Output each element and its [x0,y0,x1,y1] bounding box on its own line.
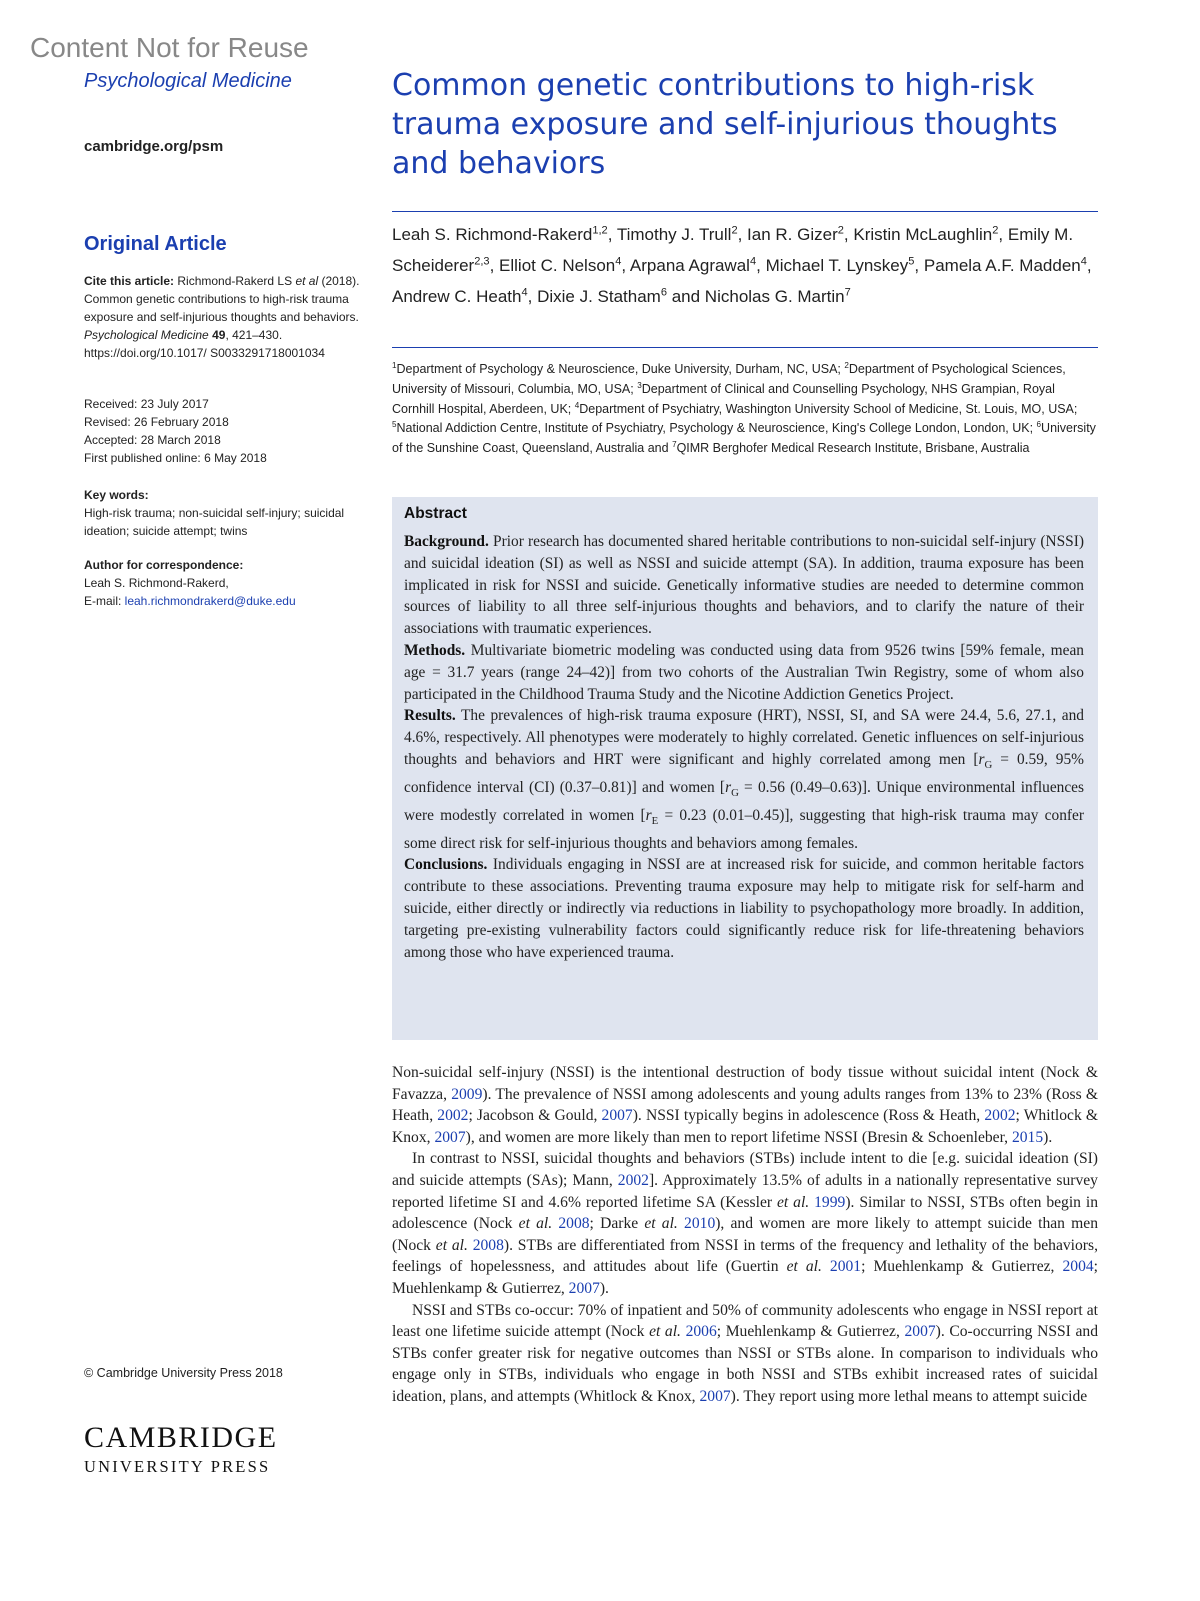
title-divider [392,211,1098,212]
correspondence-label: Author for correspondence: [84,558,244,572]
results-text: The prevalences of high-risk trauma exposure (HRT), NSSI, SI, and SA were 24.4, 5.6, 27.1, and 4.6%, respectively. All phenotypes were moderately to highly correlated. Genetic influences on self-injurious thoughts and behaviors and HRT were significant and highly correlated among men [$r_G = 0.59$, 95% confidence interval (CI) (0.37–0.81)] and women [$r_G = 0.56$ (0.49–0.63)]. Unique environmental influences were modestly correlated in women [$r_E = 0.23$ (0.01–0.45)], suggesting that high-risk trauma may confer some direct risk for self-injurious thoughts and behaviors among females. [404,707,1084,852]
logo-line-2: UNIVERSITY PRESS [84,1457,271,1476]
cambridge-logo [84,1422,278,1477]
citation-year-link[interactable]: 2002 [617,1171,649,1189]
email-link[interactable]: leah.richmondrakerd@duke.edu [124,594,296,608]
background-label: Background. [404,533,489,550]
affiliation-sup: 3 [637,380,642,390]
abstract-methods [404,640,1084,705]
author-affiliation-sup: 2 [837,224,844,237]
text-run: Non-suicidal self-injury (NSSI) is the intentional destruction of body tissue without suicidal intent (Nock & Favazza, [392,1064,1098,1103]
methods-text: Multivariate biometric modeling was conducted using data from 9526 twins [59% female, mean age = 31.7 years (range 24–42)] from two cohorts of the Australian Twin Registry, some of whom also participated in the Childhood Trauma Study and the Nicotine Addiction Genetics Project. [404,641,1084,703]
affiliation-text: Department of Clinical and Counselling Psychology, NHS Grampian, Royal Cornhill Hospital, Aberdeen, UK; [392,381,1055,416]
citation-etal: et al [295,274,319,288]
abstract-results [404,705,1084,854]
text-run: ). [1043,1128,1053,1146]
author-name: Pamela A.F. Madden [923,256,1081,275]
body-text [392,1062,1098,1408]
text-run: ). The prevalence of NSSI among adolescents and young adults ranges from 13% to 23% (Ross & Heath, [392,1085,1098,1125]
citation-year-link[interactable]: 2008 [558,1215,590,1233]
text-run: ; Muehlenkamp & Gutierrez, [861,1258,1063,1276]
author-affiliation-sup: 7 [844,286,851,299]
text-run: ; Darke [589,1215,645,1233]
affiliation-sup: 2 [844,360,849,370]
author-affiliation-sup: 4 [1080,255,1087,268]
text-run: ; Whitlock & Knox, [392,1107,1099,1146]
text-run: ; Muehlenkamp & Gutierrez, [716,1323,905,1341]
citation-block [84,272,374,362]
citation-text: (2018). Common genetic contributions to high-risk trauma exposure and self-injurious thoughts and behaviors. [84,274,360,324]
citation-year-link[interactable]: 2007 [699,1387,731,1405]
author-list: Leah S. Richmond-Rakerd$^{1,2}$, Timothy J. Trull$^2$, Ian R. Gizer$^2$, Kristin McLaughlin$^2$, Emily M. Scheiderer$^{2,3}$, Elliot C. Nelson$^4$, Arpana Agrawal$^4$, Michael T. Lynskey$^5$, Pamela A.F. Madden$^4$, Andrew C. Heath$^4$, Dixie J. Statham$^6$ and Nicholas G. Martin$^7$ [392,224,1092,306]
citation-year-link[interactable]: 2004 [1062,1258,1094,1276]
citation-text: Richmond-Rakerd LS [177,274,296,288]
watermark: Content Not for Reuse [30,32,309,63]
etal-text: et al. [435,1236,468,1254]
affiliation-sup: 4 [574,400,580,410]
affiliation-sup: 6 [1036,420,1042,430]
abstract-background [404,531,1084,640]
citation-label: Cite this article: [84,274,175,288]
background-text: Prior research has documented shared heritable contributions to non-suicidal self-injury (NSSI) and suicidal ideation (SI) as well as NSSI and suicide attempt (SA). In addition, trauma exposure has been implicated in risk for NSSI and suicide. Genetically informative studies are needed to determine common sources of liability to all three self-injurious thoughts and behaviors, and to clarify the nature of their associations with traumatic experiences. [404,533,1084,638]
etal-text: et al. [649,1323,681,1341]
author-affiliation-sup: 5 [908,255,915,268]
article-type: Original Article [84,233,227,255]
author-name: Leah S. Richmond-Rakerd [392,225,593,244]
journal-url[interactable]: cambridge.org/psm [84,138,224,155]
author-affiliation-sup: 2 [992,224,999,237]
citation-year-link[interactable]: 2008 [472,1236,504,1254]
journal-name: Psychological Medicine [84,70,292,92]
affiliation-text: Department of Psychological Sciences, University of Missouri, Columbia, MO, USA; [392,362,1066,396]
author-name: Emily M. Scheiderer [392,225,1074,275]
text-run: ). STBs are differentiated from NSSI in terms of the frequency and lethality of the behaviors, feelings of hopelessness, and attitudes about life (Guertin [392,1236,1098,1276]
etal-text: et al. [786,1258,822,1276]
author-name: Ian R. Gizer [747,225,838,244]
body-paragraph-3 [392,1300,1098,1408]
citation-year-link[interactable]: 2002 [984,1107,1016,1125]
text-run: ; Jacobson & Gould, [468,1107,602,1125]
author-affiliation-sup: 4 [615,255,622,268]
abstract-conclusions [404,854,1084,963]
etal-text: et al. [518,1215,553,1233]
text-run: ), and women are more likely than men to report lifetime NSSI (Bresin & Schoenleber, [465,1128,1012,1146]
logo-line-1: CAMBRIDGE [84,1421,278,1454]
keywords-text: High-risk trauma; non-suicidal self-injury; suicidal ideation; suicide attempt; twins [84,506,345,538]
citation-journal: Psychological Medicine [84,328,209,342]
article-title: Common genetic contributions to high-risk trauma exposure and self-injurious thoughts and behaviors [392,68,1058,181]
citation-volume: 49 [212,328,226,342]
affiliation-text: Department of Psychiatry, Washington University School of Medicine, St. Louis, MO, USA; [579,401,1078,416]
author-name: Dixie J. Statham [537,287,661,306]
citation-year-link[interactable]: 2010 [684,1215,716,1233]
citation-year-link[interactable]: 2007 [568,1279,600,1297]
text-run: ). NSSI typically begins in adolescence (Ross & Heath, [632,1107,985,1125]
citation-year-link[interactable]: 2001 [829,1258,862,1276]
citation-year-link[interactable]: 2007 [904,1323,936,1341]
affiliations [392,360,1098,459]
keywords-block [84,486,374,540]
author-affiliation-sup: 4 [521,286,528,299]
text-run: NSSI and STBs co-occur: 70% of inpatient and 50% of community adolescents who engage in NSSI report at least one lifetime suicide attempt (Nock [392,1301,1098,1341]
affiliation-text: QIMR Berghofer Medical Research Institute, Brisbane, Australia [676,441,1030,456]
citation-year-link[interactable]: 2009 [451,1085,483,1103]
etal-text: et al. [644,1215,678,1233]
affiliation-text: National Addiction Centre, Institute of Psychiatry, Psychology & Neuroscience, King's College London, London, UK; [396,421,1037,436]
text-run: ). Similar to NSSI, STBs often begin in adolescence (Nock [392,1193,1099,1233]
affiliation-sup: 5 [392,420,397,430]
email-label: E-mail: [84,594,125,608]
citation-doi: , 421–430. https://doi.org/10.1017/ S0033291718001034 [84,328,325,360]
results-label: Results. [404,707,456,725]
text-run: ; Muehlenkamp & Gutierrez, [392,1258,1099,1297]
correspondence-block [84,556,374,610]
text-run: ). They report using more lethal means to attempt suicide [730,1387,1088,1405]
author-name: Kristin McLaughlin [853,225,993,244]
affiliation-sup: 7 [672,440,677,450]
author-affiliation-sup: 2 [731,224,738,237]
conclusions-label: Conclusions. [404,856,488,874]
received-date: Received: 23 July 2017 [84,397,209,411]
citation-year-link[interactable]: 2007 [601,1107,633,1125]
methods-label: Methods. [404,641,466,659]
etal-text: et al. [777,1193,810,1211]
author-name: and Nicholas G. Martin [671,287,845,306]
citation-year-link[interactable]: 1999 [814,1193,846,1211]
author-name: Arpana Agrawal [629,256,750,275]
dates-block [84,395,374,467]
author-affiliation-sup: 1,2 [592,224,608,237]
citation-year-link[interactable]: 2006 [685,1323,717,1341]
citation-year-link[interactable]: 2007 [434,1128,466,1146]
abstract-heading: Abstract [404,505,467,522]
published-date: First published online: 6 May 2018 [84,451,267,465]
citation-year-link[interactable]: 2015 [1011,1128,1044,1146]
body-paragraph-1 [392,1062,1098,1148]
text-run: ]. Approximately 13.5% of adults in a nationally representative survey reported lifetime SI and 4.6% reported lifetime SA (Kessler [392,1171,1098,1211]
text-run [822,1258,830,1275]
text-run: ). Co-occurring NSSI and STBs confer greater risk for negative outcomes than NSSI or STBs alone. In comparison to individuals who engage only in STBs, individuals who engage in both NSSI and STBs exhibit increased rates of suicidal ideation, plans, and attempts (Whitlock & Knox, [392,1323,1098,1405]
author-affiliation-sup: 2,3 [474,255,490,268]
author-name: Michael T. Lynskey [765,256,909,275]
keywords-label: Key words: [84,488,149,502]
affiliation-text: University of the Sunshine Coast, Queensland, Australia and [392,421,1096,456]
revised-date: Revised: 26 February 2018 [84,415,229,429]
correspondence-name: Leah S. Richmond-Rakerd, [84,576,229,590]
text-run: In contrast to NSSI, suicidal thoughts and behaviors (STBs) include intent to die [e.g. suicidal ideation (SI) and suicide attempts (SAs); Mann, [392,1150,1098,1189]
body-paragraph-2 [392,1148,1098,1299]
conclusions-text: Individuals engaging in NSSI are at increased risk for suicide, and common heritable factors contribute to these associations. Preventing trauma exposure may help to mitigate risk for self-harm and suicide, either directly or indirectly via reductions in liability to psychopathology more broadly. In addition, targeting pre-existing vulnerability factors could significantly reduce risk for life-threatening behaviors among those who have experienced trauma. [404,856,1084,961]
abstract-box [392,497,1098,1040]
affiliation-sup: 1 [392,360,397,370]
text-run: ). [599,1279,609,1297]
author-name: Andrew C. Heath [392,287,522,306]
authors-divider [392,347,1098,348]
citation-year-link[interactable]: 2002 [437,1107,469,1125]
author-name: Timothy J. Trull [616,225,732,244]
author-affiliation-sup: 6 [660,286,667,299]
affiliation-text: Department of Psychology & Neuroscience, Duke University, Durham, NC, USA; [396,362,845,376]
text-run: ), and women are more likely to attempt suicide than men (Nock [392,1215,1098,1254]
accepted-date: Accepted: 28 March 2018 [84,433,221,447]
author-name: Elliot C. Nelson [499,256,616,275]
copyright: © Cambridge University Press 2018 [84,1366,283,1380]
author-affiliation-sup: 4 [749,255,757,268]
